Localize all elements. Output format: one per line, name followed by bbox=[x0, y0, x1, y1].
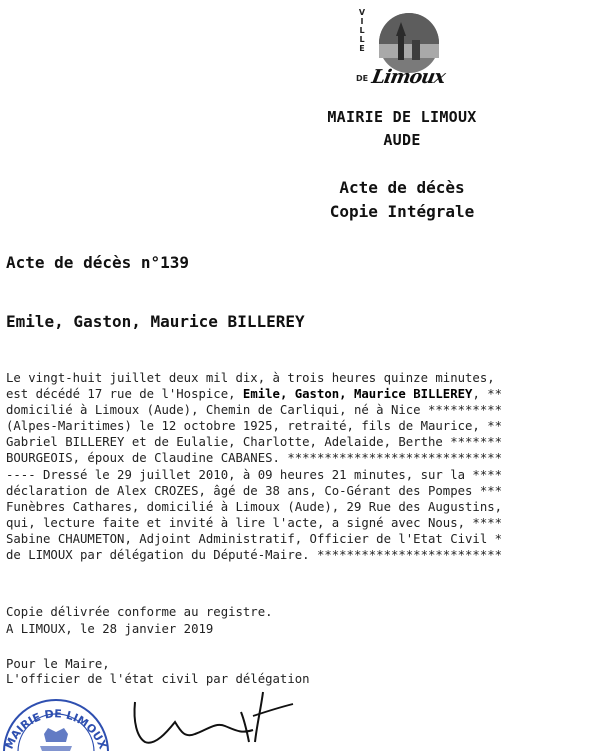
act-body bbox=[6, 370, 600, 563]
copie-conforme: Copie délivrée conforme au registre. bbox=[6, 605, 273, 619]
logo-letter: V bbox=[358, 8, 366, 17]
logo-de-text: DE bbox=[356, 74, 369, 83]
mairie-stamp bbox=[0, 690, 110, 751]
deceased-name: Emile, Gaston, Maurice BILLEREY bbox=[6, 312, 305, 331]
body-line: Gabriel BILLEREY et de Eulalie, Charlotte, Adelaide, Berthe ******* bbox=[6, 435, 503, 450]
stamp-text: MAIRIE DE LIMOUX bbox=[2, 707, 110, 751]
body-line bbox=[6, 386, 600, 402]
body-line: domicilié à Limoux (Aude), Chemin de Carliqui, né à Nice ********** bbox=[6, 403, 503, 418]
officier-line: L'officier de l'état civil par délégation bbox=[6, 672, 310, 686]
pour-le-maire: Pour le Maire, bbox=[6, 657, 110, 671]
header-mairie: MAIRIE DE LIMOUX bbox=[327, 108, 477, 126]
logo-letter: L bbox=[359, 35, 365, 44]
body-line: de LIMOUX par délégation du Député-Maire. ************************* bbox=[6, 548, 503, 563]
logo-letter: L bbox=[359, 26, 365, 35]
body-line: qui, lecture faite et invité à lire l'acte, a signé avec Nous, **** bbox=[6, 515, 503, 530]
body-line: ---- Dressé le 29 juillet 2010, à 09 heures 21 minutes, sur la **** bbox=[6, 467, 503, 482]
deceased-name-inline: Emile, Gaston, Maurice BILLEREY bbox=[242, 387, 473, 402]
act-number: Acte de décès n°139 bbox=[6, 253, 190, 272]
body-text: est décédé 17 rue de l'Hospice, bbox=[6, 387, 243, 402]
doc-title-line1: Acte de décès bbox=[339, 178, 465, 197]
doc-title-line2: Copie Intégrale bbox=[329, 202, 475, 221]
city-logo bbox=[350, 4, 460, 96]
body-line: Sabine CHAUMETON, Adjoint Administratif, Officier de l'Etat Civil * bbox=[6, 531, 503, 546]
header-aude: AUDE bbox=[383, 131, 421, 149]
body-line: BOURGEOIS, époux de Claudine CABANES. ***************************** bbox=[6, 451, 503, 466]
body-line: Le vingt-huit juillet deux mil dix, à trois heures quinze minutes, bbox=[6, 371, 495, 385]
signature bbox=[115, 682, 315, 751]
logo-letter: I bbox=[360, 17, 364, 26]
body-text: , ** bbox=[472, 387, 503, 402]
logo-vertical-text bbox=[357, 8, 367, 53]
logo-letter: E bbox=[359, 44, 365, 53]
body-line: Funèbres Cathares, domicilié à Limoux (Aude), 29 Rue des Augustins, bbox=[6, 499, 503, 514]
logo-script-text: Limoux bbox=[370, 66, 447, 88]
body-line: déclaration de Alex CROZES, âgé de 38 ans, Co-Gérant des Pompes *** bbox=[6, 483, 503, 498]
date-line: A LIMOUX, le 28 janvier 2019 bbox=[6, 622, 214, 636]
body-line: (Alpes-Maritimes) le 12 octobre 1925, retraité, fils de Maurice, ** bbox=[6, 419, 503, 434]
